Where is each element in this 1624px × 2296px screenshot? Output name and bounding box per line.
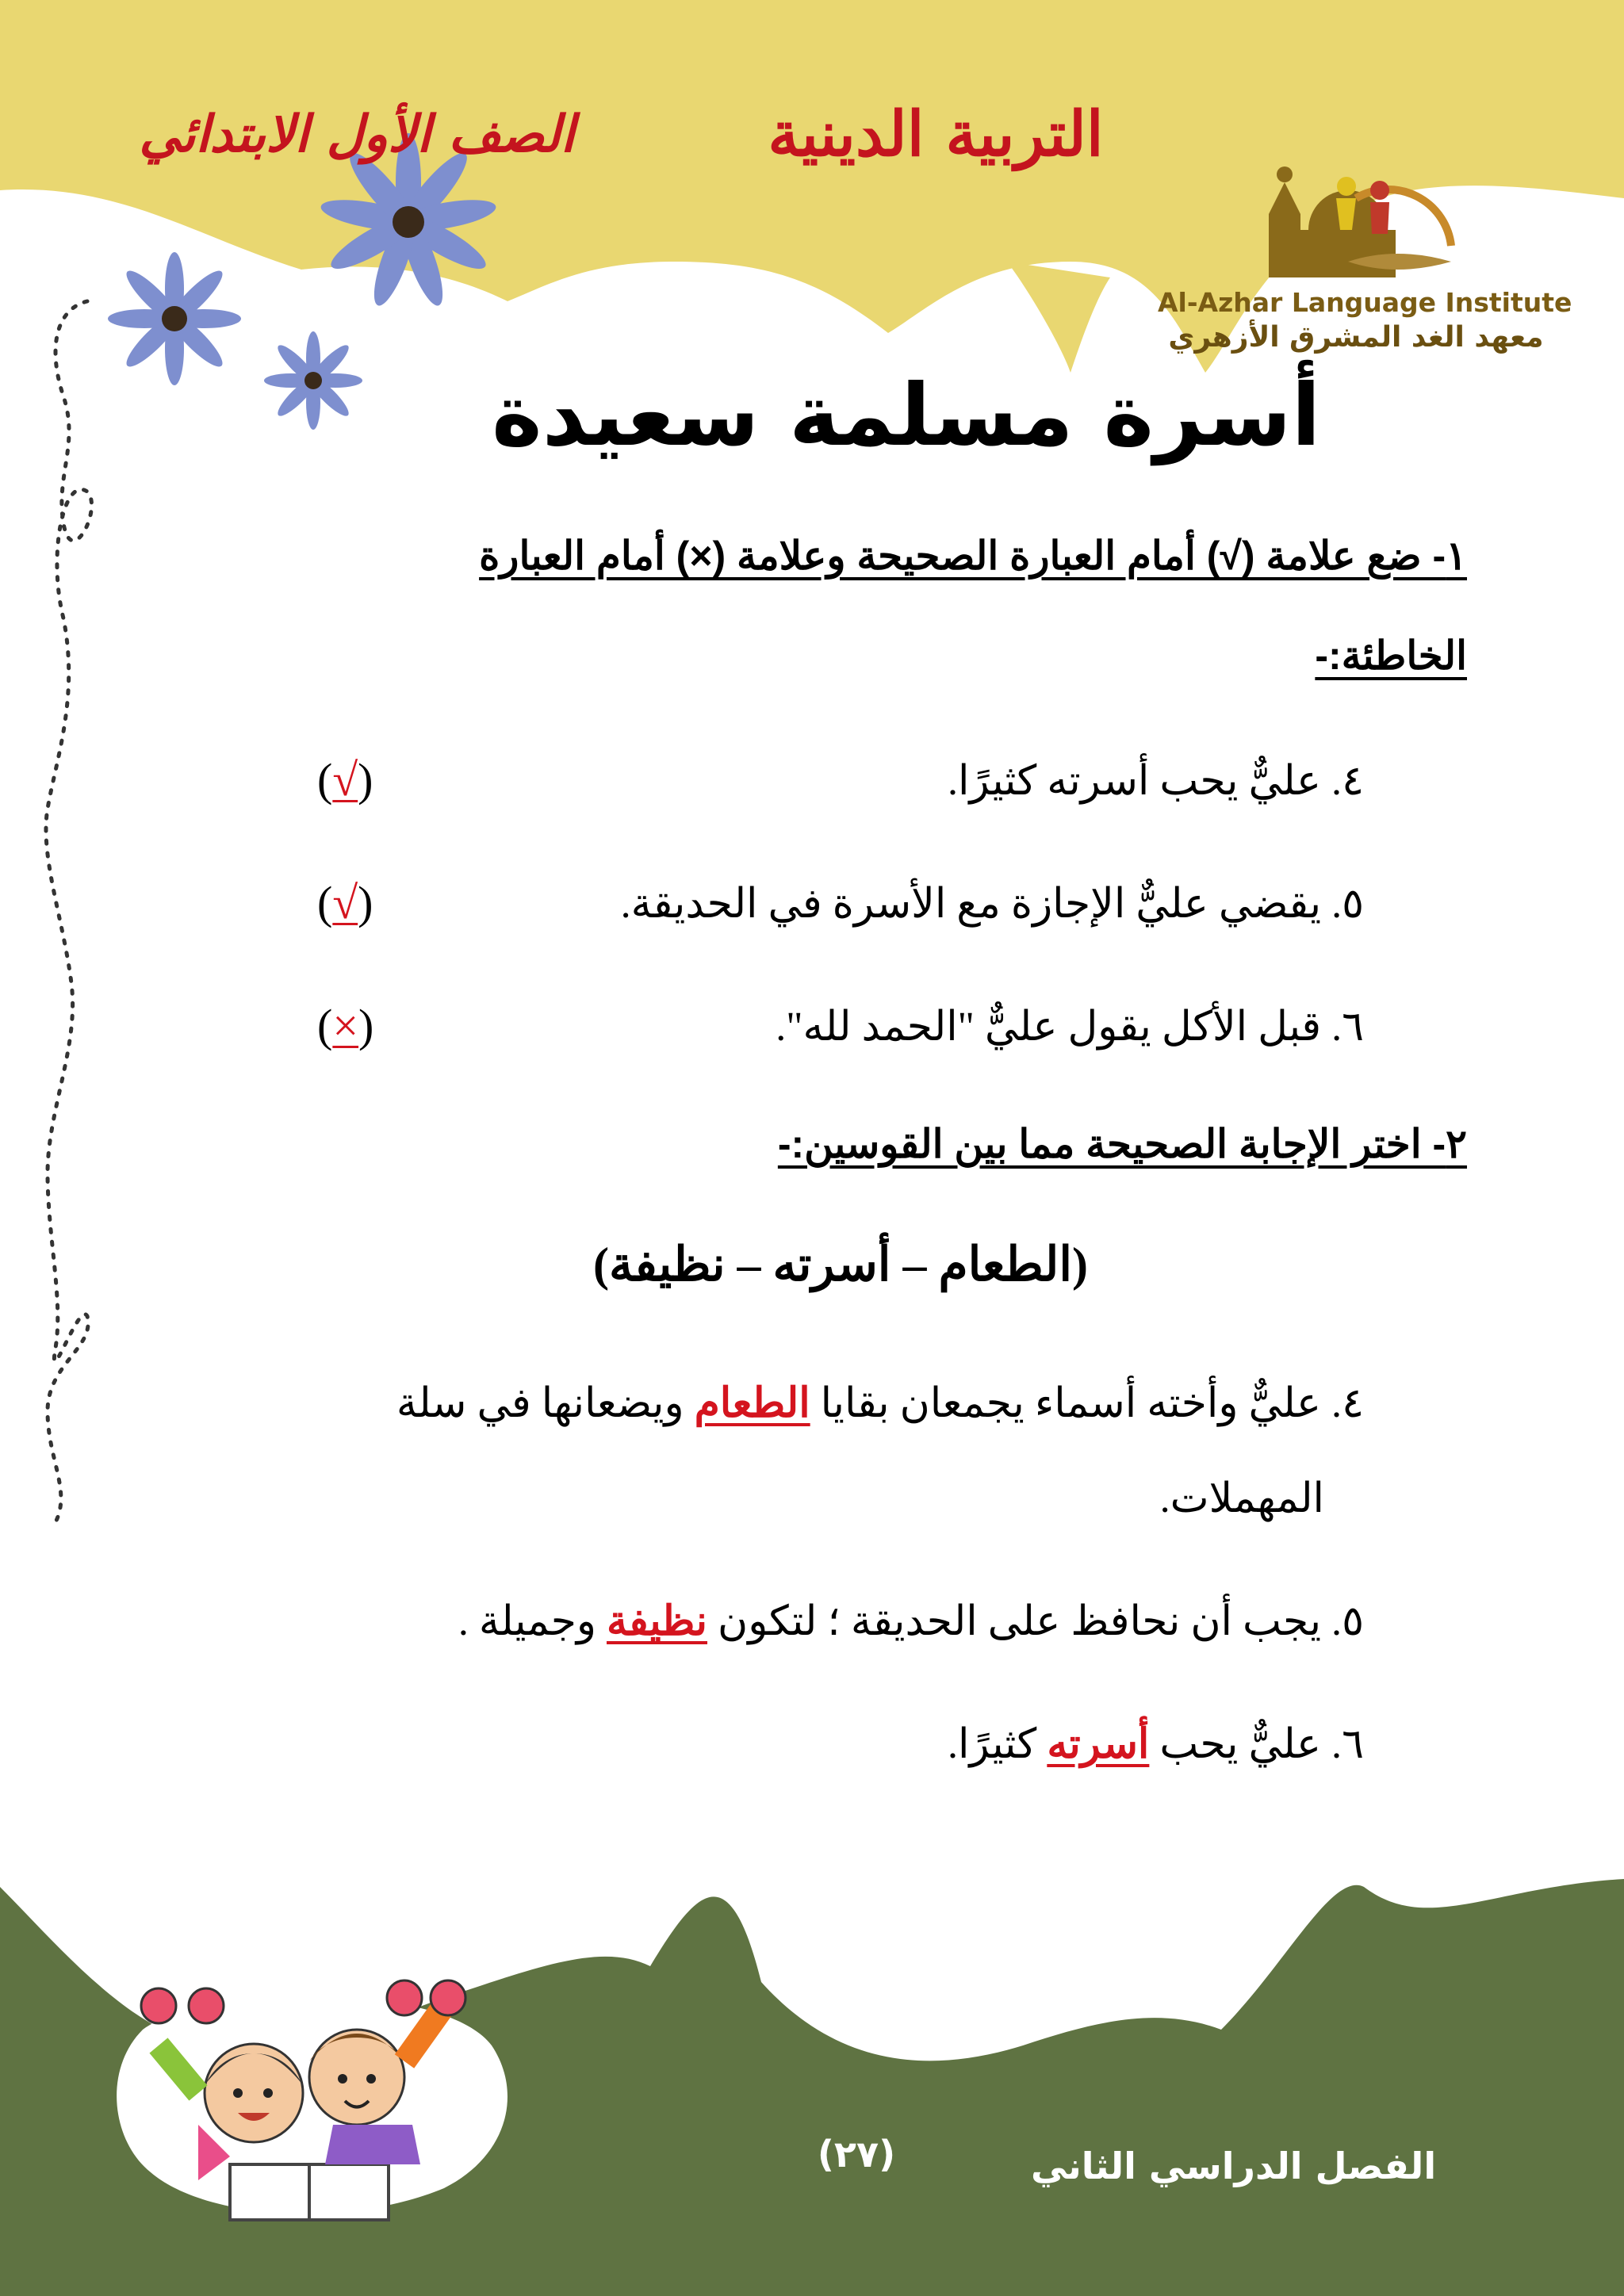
dotted-string: [46, 301, 92, 1522]
question2-heading: ٢- اختر الإجابة الصحيحة مما بين القوسين:-: [777, 1122, 1467, 1166]
q2-answer-word: الطعام: [694, 1381, 810, 1426]
q2-answer-word: نظيفة: [606, 1599, 707, 1644]
lesson-title: أسرة مسلمة سعيدة: [492, 366, 1321, 465]
flower-icon: [264, 331, 362, 430]
question1-heading-line1: ١- ضع علامة (√) أمام العبارة الصحيحة وعلامة (×) أمام العبارة: [479, 534, 1467, 578]
q1-statement: ٥. يقضي عليٌّ الإجازة مع الأسرة في الحديقة.: [620, 882, 1364, 927]
institute-name-en: Al-Azhar Language Institute: [1158, 287, 1572, 318]
q2-sentence: ٤. عليٌّ وأخته أسماء يجمعان بقايا الطعام ويضعانها في سلة: [396, 1381, 1364, 1426]
page-number: (٢٧): [817, 2133, 896, 2175]
institute-name-ar: معهد الغد المشرق الأزهري: [1168, 321, 1544, 354]
term-label: الفصل الدراسي الثاني: [1031, 2145, 1437, 2187]
q1-statement: ٤. عليٌّ يحب أسرته كثيرًا.: [948, 759, 1364, 804]
subject-header: التربية الدينية: [768, 98, 1104, 170]
q1-answer-mark: (√): [317, 877, 373, 928]
flower-icon: [108, 252, 241, 385]
q2-sentence: ٦. عليٌّ يحب أسرته كثيرًا.: [948, 1722, 1364, 1767]
q1-answer-mark: (√): [317, 754, 373, 806]
question1-heading-line2: الخاطئة:-: [1315, 633, 1467, 678]
word-bank: (الطعام – أسرته – نظيفة): [593, 1238, 1088, 1291]
grade-header: الصف الأول الابتدائي: [139, 105, 575, 164]
q1-answer-mark: (×): [317, 1000, 374, 1051]
q1-statement: ٦. قبل الأكل يقول عليٌّ "الحمد لله".: [776, 1004, 1364, 1050]
q2-sentence-continuation: المهملات.: [1159, 1476, 1324, 1521]
q2-answer-word: أسرته: [1047, 1722, 1150, 1767]
q2-sentence: ٥. يجب أن نحافظ على الحديقة ؛ لتكون نظيفة وجميلة .: [458, 1599, 1364, 1644]
